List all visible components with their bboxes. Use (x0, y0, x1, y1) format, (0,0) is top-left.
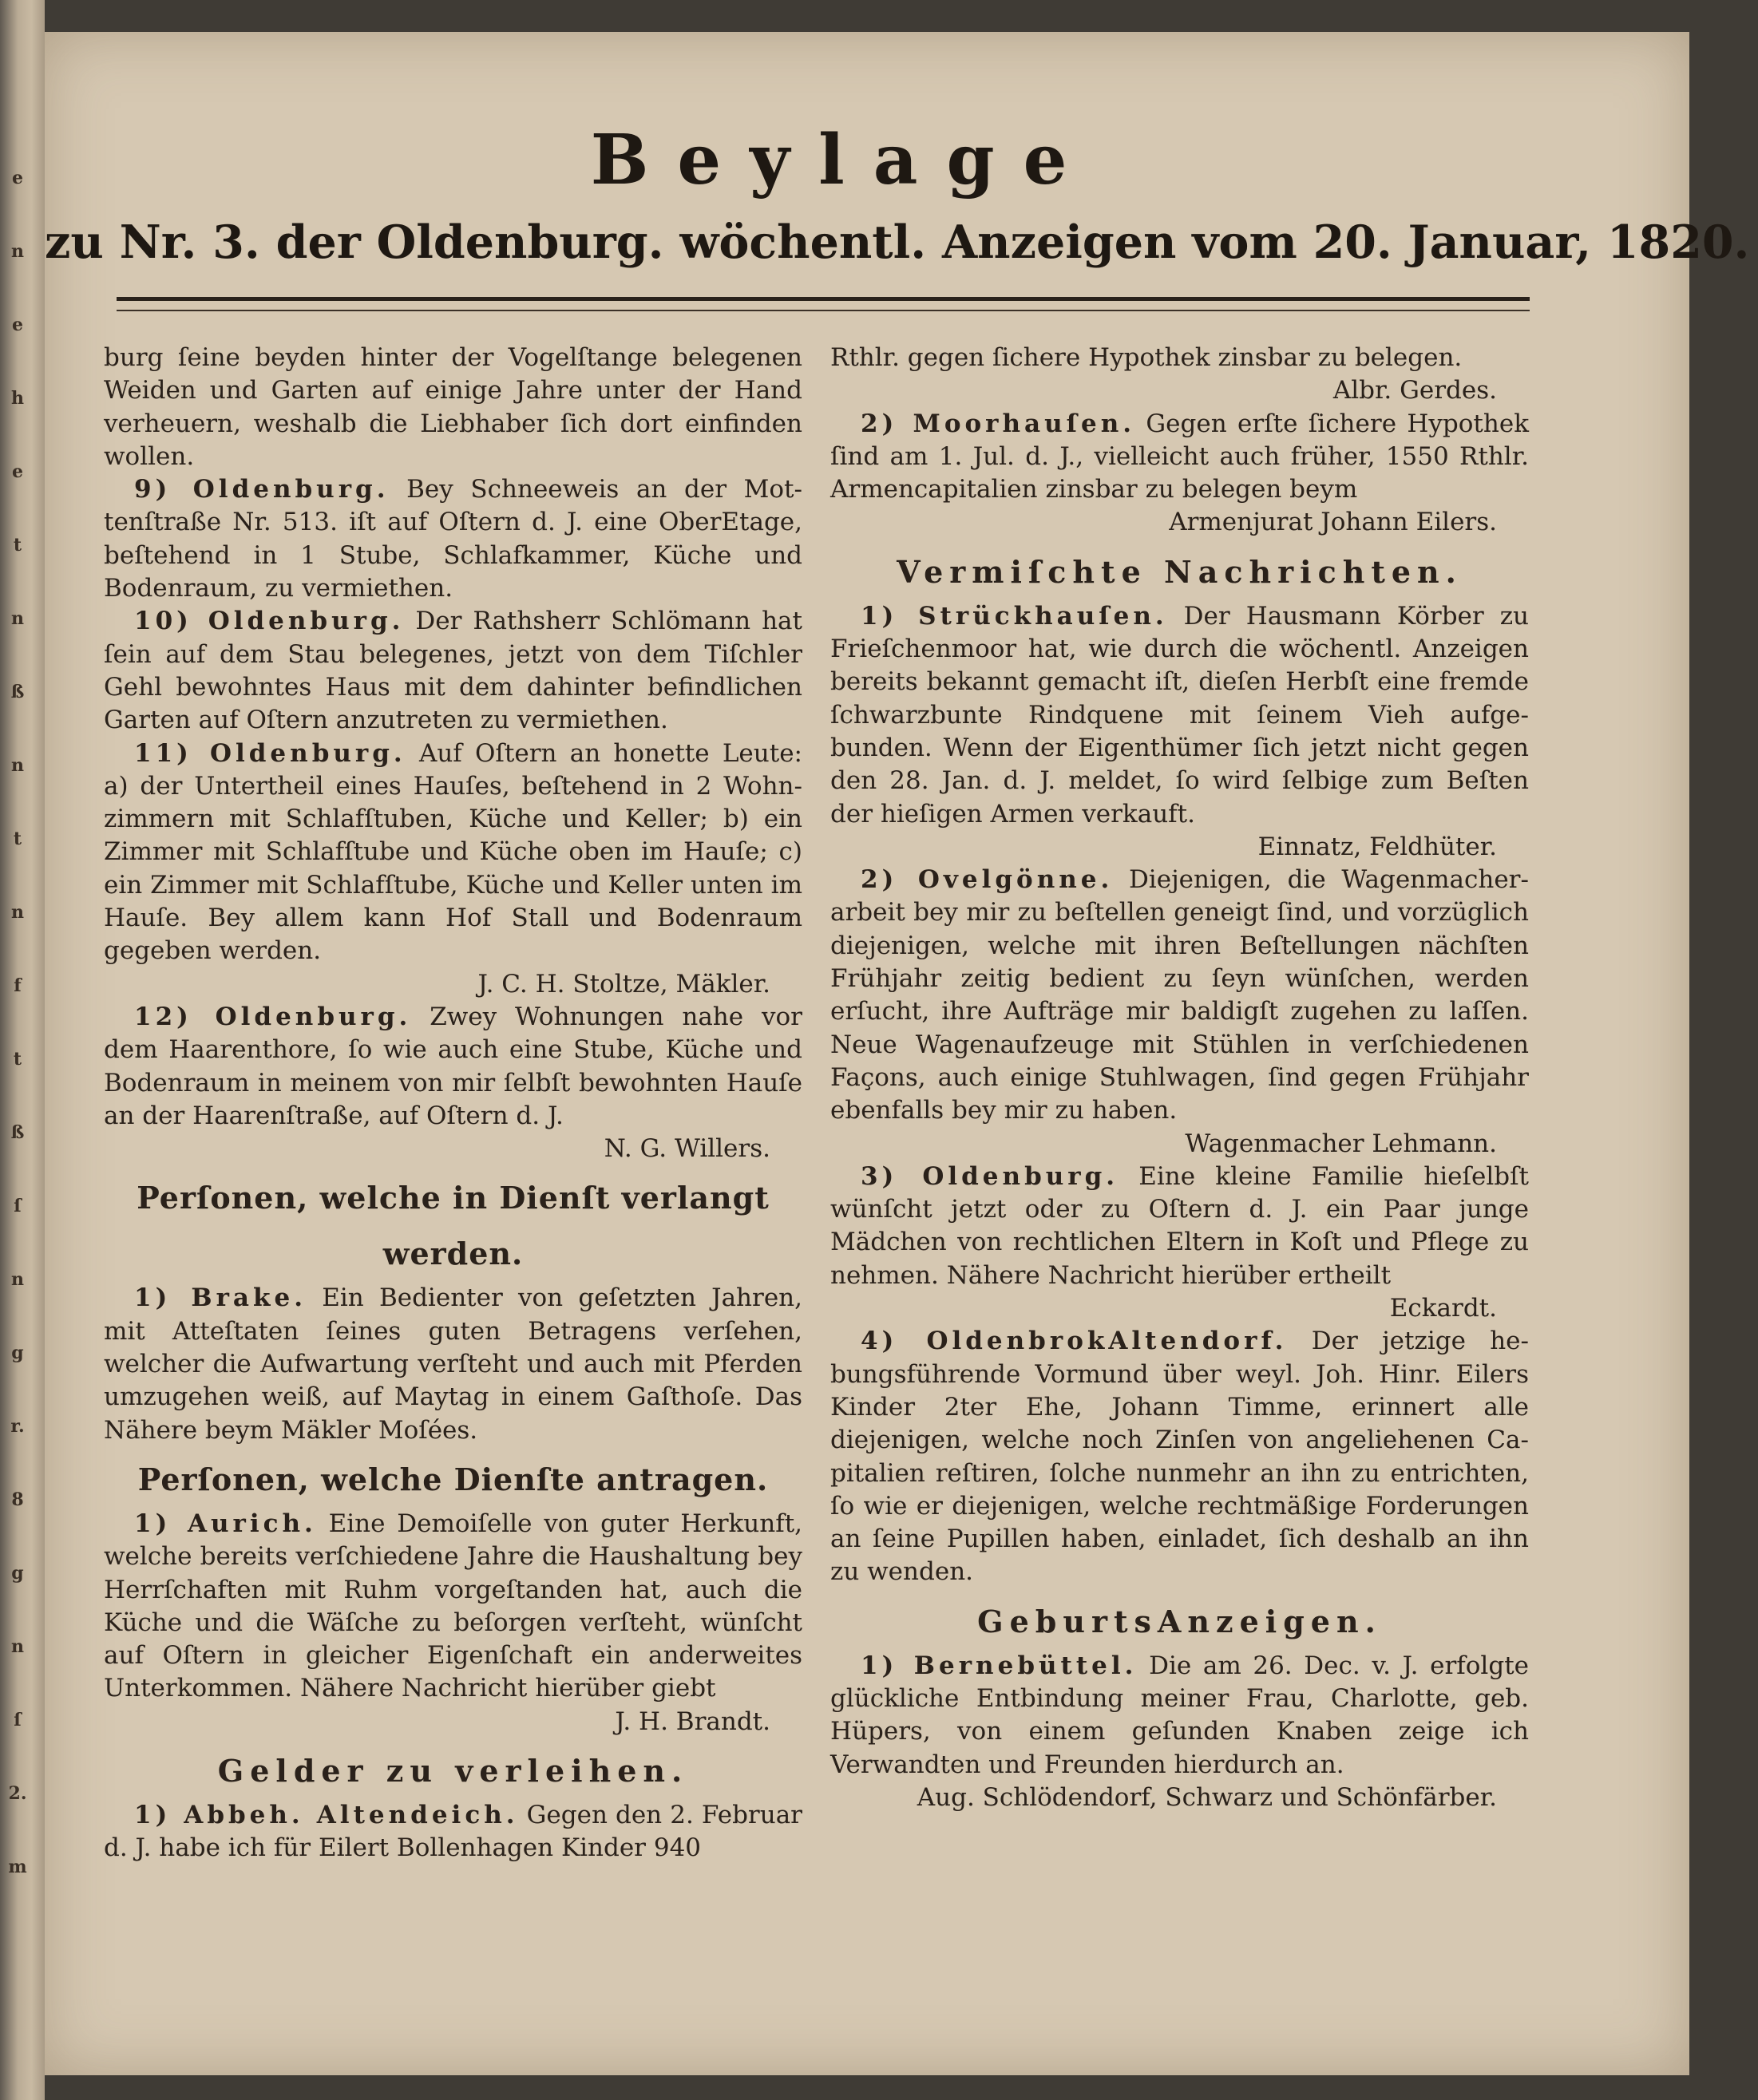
notice-location: 1) Brake. (134, 1283, 307, 1313)
notice (830, 1325, 1529, 1588)
notice-location: 3) Oldenburg. (861, 1161, 1119, 1191)
notice-text: Ein Bedienter von geſetzten Jahren, mit Atteſtaten ſeines guten Betragens verſehen, welcher die Aufwartung verſteht und auch mit Pferden umzugehen weiß, auf Maytag in einem Gaſthoſe. Das Nähere beym Mäkler Moſées. (104, 1283, 802, 1445)
margin-mark: g (11, 1563, 24, 1584)
notice-text: Rthlr. gegen ſichere Hypothek zinsbar zu belegen. (830, 343, 1463, 372)
notice-text: Gegen den 2. Februar d. J. habe ich für Eilert Bollenhagen Kinder 940 (104, 1800, 802, 1863)
notice-text: Diejenigen, die Wagenmacherarbeit bey mir zu beſtellen geneigt ſind, und vorzüglich diejenigen, welche mit ihren Beſtellungen nächſten Frühjahr zeitig bedient zu ſeyn wünſchen, werden erſucht, ihre Aufträge mir baldigſt zugehen zu laſſen. Neue Wagenaufzeuge mit Stühlen in verſchiedenen Façons, auch einige Stuhlwagen, ſind gegen Frühjahr ebenfalls bey mir zu haben. (830, 865, 1529, 1125)
margin-mark: r. (10, 1416, 25, 1437)
notice-signature: Armenjurat Johann Eilers. (1169, 508, 1497, 537)
notice-location: 10) Oldenburg. (134, 607, 405, 636)
notice-signature: Albr. Gerdes. (1332, 376, 1497, 405)
section-heading: Perſonen, welche Dienſte antragen. (137, 1461, 769, 1497)
margin-mark: n (11, 241, 24, 262)
notice-text: Eine kleine Familie hieſelbſt wünſcht jetzt oder zu Oſtern d. J. ein Paar junge Mädchen von rechtlichen Eltern in Koſt und Pflege zu nehmen. Nähere Nachricht hierüber ertheilt (830, 1161, 1530, 1290)
notice-location: 4) OldenbrokAltendorf. (861, 1327, 1288, 1356)
notice (104, 605, 802, 737)
notice-text: Der Rathsherr Schlömann hat ſein auf dem Stau belegenes, jetzt von dem Tiſchler Gehl bewohntes Haus mit dem dahinter befindlichen Garten auf Oſtern anzutreten zu vermiethen. (104, 607, 802, 735)
notice-signature: N. G. Willers. (604, 1134, 770, 1164)
notice-signature: Einnatz, Feldhüter. (1257, 832, 1497, 861)
margin-mark: m (8, 1857, 27, 1877)
margin-mark: n (11, 902, 24, 923)
margin-mark: n (11, 755, 24, 776)
notice-location: 1) Abbeh. Altendeich. (134, 1800, 519, 1829)
notice (830, 1650, 1529, 1782)
margin-mark: n (11, 1636, 24, 1657)
section-heading: Vermiſchte Nachrichten. (897, 553, 1463, 590)
notice (830, 408, 1529, 507)
notice (104, 1508, 802, 1706)
margin-mark: ſ (14, 1196, 22, 1216)
notice-location: 1) Strückhauſen. (861, 601, 1168, 631)
masthead-rule-thick (117, 297, 1530, 301)
notice-signature: J. C. H. Stoltze, Mäkler. (477, 969, 770, 999)
notice-signature: Aug. Schlödendorf, Schwarz und Schönfärber. (917, 1782, 1497, 1812)
section-heading: Perſonen, welche in Dienſt verlangt werden. (137, 1180, 770, 1272)
margin-mark: ſ (14, 1710, 22, 1730)
notice-text: Zwey Wohnungen nahe vor dem Haarenthore, ſo wie auch eine Stube, Küche und Bodenraum in meinem von mir ſelbſt bewohnten Hauſe an der Haarenſtraße, auf Oſtern d. J. (104, 1002, 802, 1130)
notice (104, 1799, 802, 1865)
margin-mark: h (11, 388, 24, 409)
margin-mark: t (13, 829, 22, 849)
margin-mark: ß (10, 1122, 25, 1143)
notice-location: 11) Oldenburg. (134, 738, 406, 768)
notice (104, 1001, 802, 1133)
margin-mark: n (11, 1269, 24, 1290)
right-column (830, 342, 1529, 1814)
notice-location: 2) Ovelgönne. (861, 865, 1114, 895)
margin-mark: e (12, 168, 23, 188)
masthead-title: Beylage (590, 120, 1096, 200)
masthead-rule-thin (117, 310, 1530, 311)
margin-mark: n (11, 608, 24, 629)
notice-signature: J. H. Brandt. (615, 1706, 770, 1736)
notice-text: Bey Schneeweis an der Mottenſtraße Nr. 513. iſt auf Oſtern d. J. eine OberEtage, beſtehend in 1 Stube, Schlafkammer, Küche und Bodenraum, zu vermiethen. (104, 475, 802, 603)
notice-text: Eine Demoiſelle von guter Herkunft, welche bereits verſchiedene Jahre die Haushaltung bey Herrſchaften mit Ruhm vorgeſtanden hat, auch die Küche und die Wäſche zu beſorgen verſteht, wünſcht auf Oſtern in gleicher Eigenſchaft ein anderweites Unterkommen. Nähere Nachricht hierüber giebt (104, 1509, 803, 1703)
notice (104, 738, 802, 968)
notice (830, 864, 1529, 1127)
margin-mark: 2. (8, 1783, 27, 1804)
margin-mark: 8 (11, 1489, 24, 1510)
masthead-subtitle: zu Nr. 3. der Oldenburg. wöchentl. Anzeigen vom 20. Januar, 1820. (45, 216, 1750, 269)
notice-text: Der Hausmann Körber zu Frieſchenmoor hat, wie durch die wöchentl. Anzeigen bereits bekannt gemacht iſt, dieſen Herbſt eine fremde ſchwarzbunte Rindquene mit ſeinem Vieh aufgebunden. Wenn der Eigenthümer ſich jetzt nicht gegen den 28. Jan. d. J. meldet, ſo wird ſelbige zum Beſten der hieſigen Armen verkauft. (830, 601, 1529, 829)
notice-signature: Eckardt. (1389, 1294, 1497, 1323)
notice-location: 1) Bernebüttel. (861, 1651, 1138, 1680)
notice-text: Auf Oſtern an honette Leute: a) der Untertheil eines Hauſes, beſtehend in 2 Wohnzimmern mit Schlafſtuben, Küche und Keller; b) ein Zimmer mit Schlafſtube und Küche oben im Hauſe; c) ein Zimmer mit Schlafſtube, Küche und Keller unten im Hauſe. Bey allem kann Hof Stall und Bodenraum gegeben werden. (104, 738, 802, 966)
margin-mark: e (12, 314, 23, 335)
margin-mark: ß (10, 682, 25, 702)
notice-location: 2) Moorhauſen. (861, 409, 1136, 438)
notice-location: 1) Aurich. (134, 1509, 317, 1538)
notice-location: 9) Oldenburg. (134, 475, 390, 504)
notice-text: burg ſeine beyden hinter der Vogelſtange belegenen Weiden und Garten auf einige Jahre unter der Hand verheuern, weshalb die Liebhaber ſich dort einfinden wollen. (104, 343, 802, 471)
section-heading: GeburtsAnzeigen. (977, 1603, 1382, 1639)
notice-signature: Wagenmacher Lehmann. (1185, 1129, 1497, 1158)
notice-location: 12) Oldenburg. (134, 1002, 412, 1031)
notice (104, 473, 802, 605)
notice-text: Gegen erſte ſichere Hypothek ſind am 1. Jul. d. J., vielleicht auch früher, 1550 Rthlr. Armencapitalien zinsbar zu belegen beym (830, 409, 1529, 504)
notice (830, 600, 1529, 831)
margin-mark: g (11, 1343, 24, 1363)
notice-text: Der jetzige hebungsführende Vormund über weyl. Joh. Hinr. Eilers Kinder 2ter Ehe, Johann Timme, erinnert alle diejenigen, welche noch Zinſen von angeliehenen Capitalien reſtiren, ſolche nunmehr an ihn zu entrichten, ſo wie er diejenigen, welche rechtmäßige Forderungen an ſeine Pupillen haben, einladet, ſich deshalb an ihn zu wenden. (830, 1327, 1530, 1587)
left-column (104, 342, 802, 1865)
notice-text: Die am 26. Dec. v. J. erfolgte glückliche Entbindung meiner Frau, Charlotte, geb. Hüpers, von einem geſunden Knaben zeige ich Verwandten und Freunden hierdurch an. (830, 1651, 1529, 1779)
section-heading: Gelder zu verleihen. (217, 1752, 689, 1789)
margin-mark: f (14, 975, 22, 996)
notice (104, 1282, 802, 1446)
margin-mark: e (12, 461, 23, 482)
margin-mark: t (13, 535, 22, 556)
notice (830, 1161, 1529, 1292)
margin-mark: t (13, 1049, 22, 1070)
